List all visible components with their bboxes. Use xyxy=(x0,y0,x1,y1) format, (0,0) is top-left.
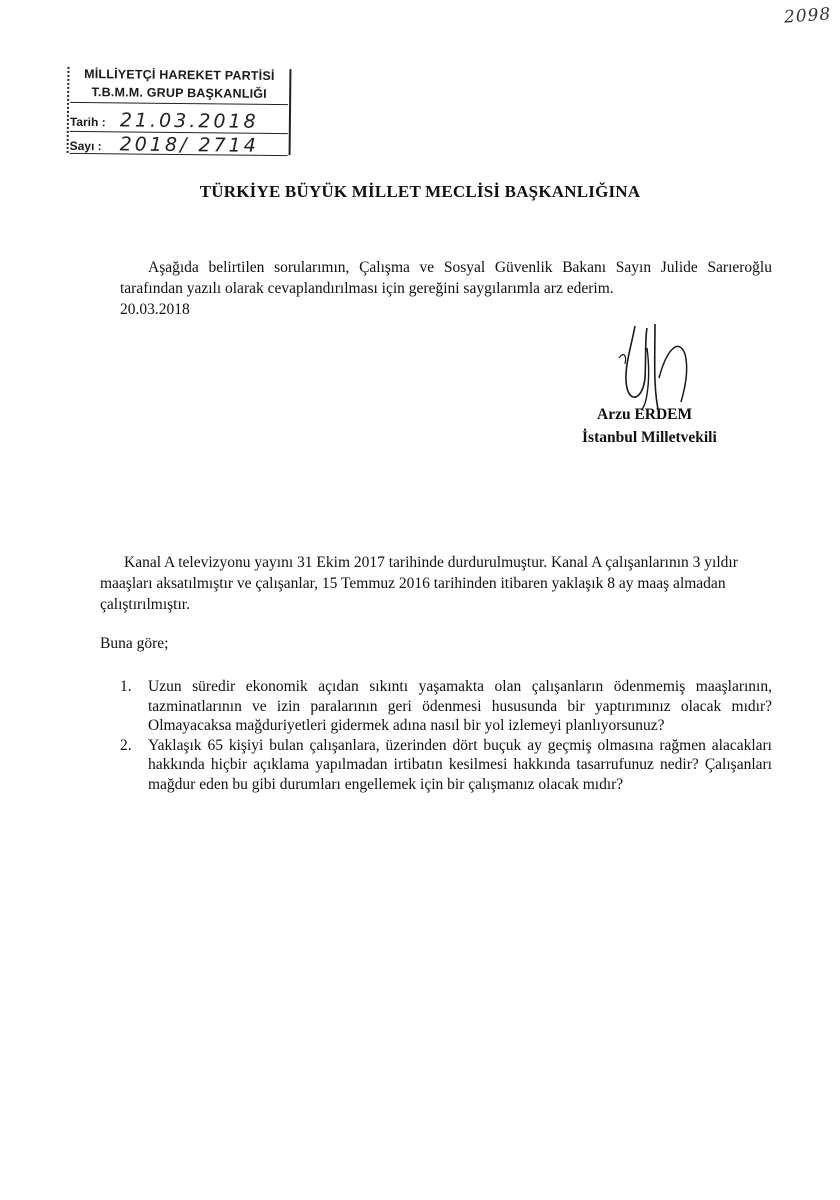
body-text: Kanal A televizyonu yayını 31 Ekim 2017 tarihinde durdurulmuştur. Kanal A çalışanlarının 3 yıldır maaşları aksatılmıştır ve çalışanlar, 15 Temmuz 2016 tarihinden itibaren yaklaşık 8 ay maaş almadan çalıştırılmıştır. xyxy=(100,554,738,613)
question-list xyxy=(120,677,772,794)
registry-stamp xyxy=(70,67,289,157)
question-text: Yaklaşık 65 kişiyi bulan çalışanlara, üzerinden dört buçuk ay geçmiş olmasına rağmen alacakları hakkında hiçbir açıklama yapılmadan irtibatın kesilmesi hakkında tasarrufunuz nedir? Çalışanları mağdur eden bu gibi durumları engellemek için bir çalışmanız olacak mıdır? xyxy=(148,736,772,793)
question-number: 1. xyxy=(120,678,132,695)
body-paragraph xyxy=(100,552,772,615)
buna-gore-label: Buna göre; xyxy=(100,635,169,652)
stamp-date-label: Tarih : xyxy=(69,114,106,130)
document-title: TÜRKİYE BÜYÜK MİLLET MECLİSİ BAŞKANLIĞINA xyxy=(199,182,641,201)
stamp-number-label: Sayı : xyxy=(69,138,102,154)
stamp-date-value: 21.03.2018 xyxy=(119,109,259,133)
question-item xyxy=(120,736,772,795)
intro-date: 20.03.2018 xyxy=(120,301,190,318)
signer-name: Arzu ERDEM xyxy=(597,406,693,423)
intro-text: Aşağıda belirtilen sorularımın, Çalışma ve Sosyal Güvenlik Bakanı Sayın Julide Sarıeroğlu tarafından yazılı olarak cevaplandırılması için gereğini saygılarımla arz ederim. xyxy=(120,259,772,297)
handwritten-document-number: 2098 xyxy=(783,4,832,28)
stamp-date-row xyxy=(69,109,288,133)
signer-title: İstanbul Milletvekili xyxy=(582,429,717,446)
intro-paragraph xyxy=(120,257,772,320)
question-number: 2. xyxy=(120,736,132,754)
question-text: Uzun süredir ekonomik açıdan sıkıntı yaşamakta olan çalışanların ödenmemiş maaşlarının, tazminatlarının ve izin paralarının geri ödenmesi hususunda bir yaptırımınız olacak mıdır? Olmayacaksa mağduriyetleri gidermek adına nasıl bir yol izlemeyi planlıyorsunuz? xyxy=(148,678,772,734)
stamp-group-name: T.B.M.M. GRUP BAŞKANLIĞI xyxy=(91,85,267,101)
stamp-number-value: 2018/ 2714 xyxy=(119,133,259,157)
question-item xyxy=(120,677,772,736)
stamp-party-name: MİLLİYETÇİ HAREKET PARTİSİ xyxy=(84,67,275,83)
